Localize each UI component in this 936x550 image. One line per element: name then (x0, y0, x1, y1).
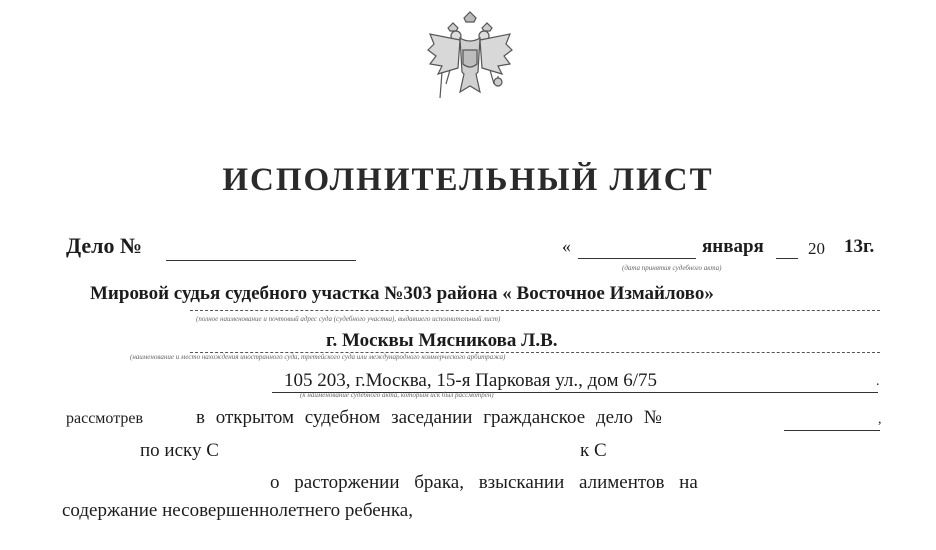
date-caption: (дата принятия судебного акта) (622, 264, 722, 272)
city-judge-line: г. Москвы Мясникова Л.В. (326, 330, 558, 351)
case-number-label: Дело № (66, 233, 143, 258)
subject-line-1: о расторжении брака, взыскании алиментов на (270, 472, 698, 493)
date-open-quote: « (562, 236, 571, 256)
case-number-field (166, 260, 356, 261)
city-judge-caption: (наименование и место нахождения иностранного суда, третейского суда или международного коммерческого арбитража) (130, 353, 506, 361)
date-year-suffix: 13г. (844, 236, 875, 257)
claimant-text: по иску С (140, 440, 219, 461)
document-title: ИСПОЛНИТЕЛЬНЫЙ ЛИСТ (222, 162, 714, 198)
considered-label: рассмотрев (66, 410, 144, 427)
court-name-caption: (полное наименование и почтовый адрес суда (судебного участка), выдавшего исполнительный лист) (196, 315, 501, 323)
court-address-caption: (к наименование судебного акта, которым иск был рассмотрен) (300, 391, 494, 399)
court-address-end: . (876, 374, 880, 389)
russian-coat-of-arms-icon (420, 10, 520, 110)
case-number-blank (784, 430, 880, 431)
date-separator-field (776, 258, 798, 259)
defendant-text: к С (580, 440, 607, 461)
subject-line-2: содержание несовершеннолетнего ребенка, (62, 500, 413, 521)
court-name-rule (190, 310, 880, 311)
considered-text: в открытом судебном заседании гражданское дело № (196, 407, 662, 428)
date-day-field (578, 258, 696, 259)
date-month: января (702, 236, 764, 257)
date-year-prefix: 20 (808, 239, 825, 258)
considered-end: , (878, 412, 882, 427)
court-name-line: Мировой судья судебного участка №303 района « Восточное Измайлово» (90, 283, 714, 304)
court-address: 105 203, г.Москва, 15-я Парковая ул., дом 6/75 (284, 370, 657, 391)
